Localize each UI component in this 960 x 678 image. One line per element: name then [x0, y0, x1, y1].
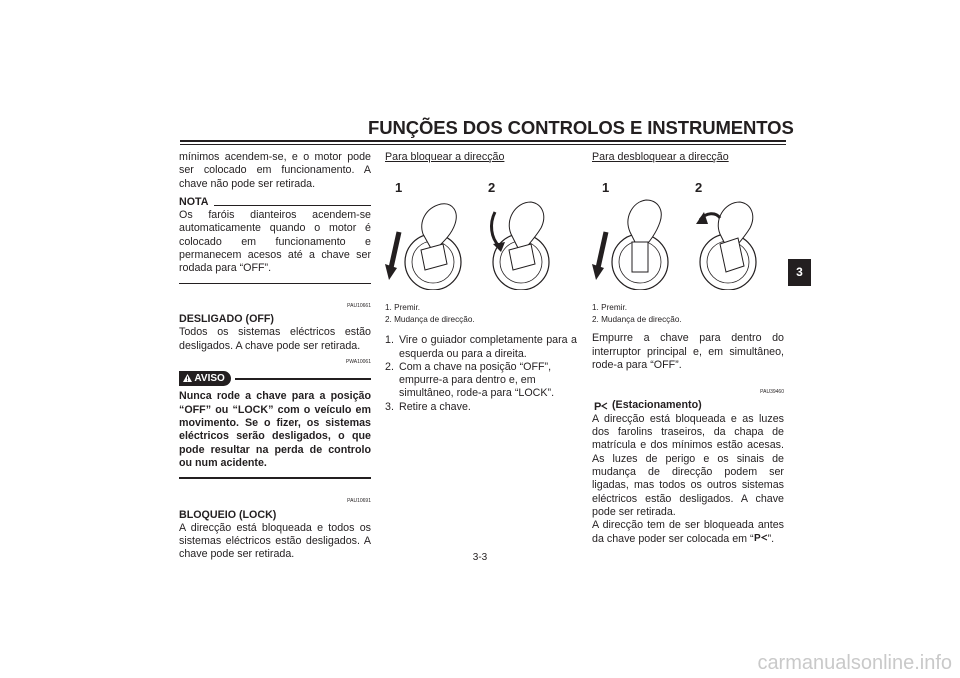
aviso-label: AVISO	[194, 373, 225, 385]
nota-end-line	[179, 283, 371, 284]
park-heading: (Estacionamento)	[612, 399, 702, 412]
caption-1: 1. Premir.	[385, 303, 421, 313]
column-1	[179, 151, 371, 562]
aviso-code: PWA10061	[345, 358, 371, 365]
aviso-header	[179, 371, 371, 386]
fig-label-1: 1	[395, 180, 403, 196]
list-item: 1. Vire o guiador completamente para a esquerda ou para a direita.	[385, 334, 577, 360]
nota-header	[179, 196, 371, 209]
lock-text: A direcção está bloqueada e todos os sistemas eléctricos estão desligados. A chave pode ser retirada.	[179, 521, 371, 561]
caption-2: 2. Mudança de direcção.	[385, 315, 475, 325]
fig-label-1: 1	[602, 180, 610, 196]
nota-text: Os faróis dianteiros acendem-se automaticamente quando o motor é colocado em funcionamento e permanecem acesos até a chave ser rodada para “OFF”.	[179, 209, 371, 275]
park-text-1: A direcção está bloqueada e as luzes dos farolins traseiros, da chapa de matrícula e dos mínimos estão acesas. As luzes de perigo e os sinais de mudança de direcção podem ser ligadas, mas todos os outros sistemas eléctricos estão desligados. A chave pode ser retirada.	[592, 412, 784, 518]
caption-1: 1. Premir.	[592, 303, 628, 313]
aviso-end-line	[179, 477, 371, 479]
parking-icon	[594, 400, 608, 412]
park-heading-row	[592, 399, 784, 412]
lock-figure	[385, 172, 577, 290]
caption-2: 2. Mudança de direcção.	[592, 315, 682, 325]
lock-steps	[385, 334, 577, 414]
off-text: Todos os sistemas eléctricos estão desligados. A chave pode ser retirada.	[179, 326, 371, 352]
list-item: 2. Com a chave na posição “OFF”, empurre-a para dentro e, em simultâneo, rode-a para “LOCK”.	[385, 360, 555, 400]
svg-text:P: P	[594, 401, 602, 413]
unlock-text: Empurre a chave para dentro do interruptor principal e, em simultâneo, rode-a para “OFF”.	[592, 332, 784, 371]
intro-text: mínimos acendem-se, e o motor pode ser colocado em funcionamento. A chave não pode ser retirada.	[179, 151, 371, 190]
column-2	[385, 151, 577, 414]
fig-label-2: 2	[695, 180, 703, 196]
aviso-text: Nunca rode a chave para a posição “OFF” ou “LOCK” com o veículo em movimento. Se o fizer, os sistemas eléctricos serão desligados, o que pode resultar na perda de controlo ou num acidente.	[179, 390, 371, 469]
warning-icon	[183, 374, 192, 382]
watermark: carmanualsonline.info	[757, 652, 952, 674]
unlock-procedure-heading: Para desbloquear a direcção	[592, 151, 729, 163]
nota-label: NOTA	[179, 195, 209, 208]
page-number: 3-3	[472, 552, 488, 563]
column-3	[592, 151, 784, 547]
parking-icon	[754, 532, 768, 543]
list-item: 3. Retire a chave.	[385, 400, 471, 413]
header-rule-thin	[180, 144, 786, 145]
unlock-figure	[592, 172, 784, 290]
park-code: PAU39460	[760, 389, 784, 396]
fig-label-2: 2	[488, 180, 496, 196]
aviso-badge	[179, 371, 231, 386]
lock-code: PAU10691	[347, 498, 371, 505]
page-title: FUNÇÕES DOS CONTROLOS E INSTRUMENTOS	[368, 117, 794, 138]
aviso-line	[235, 378, 371, 380]
svg-text:P: P	[753, 533, 761, 544]
park-text-2: A direcção tem de ser bloqueada antes da chave poder ser colocada em “ P ”.	[592, 519, 784, 546]
lock-heading: BLOQUEIO (LOCK)	[179, 508, 277, 521]
off-code: PAU10661	[347, 302, 371, 309]
lock-procedure-heading: Para bloquear a direcção	[385, 151, 505, 163]
header-rule	[180, 140, 786, 142]
chapter-tab: 3	[788, 259, 811, 286]
off-heading: DESLIGADO (OFF)	[179, 312, 274, 325]
nota-line	[214, 205, 371, 206]
